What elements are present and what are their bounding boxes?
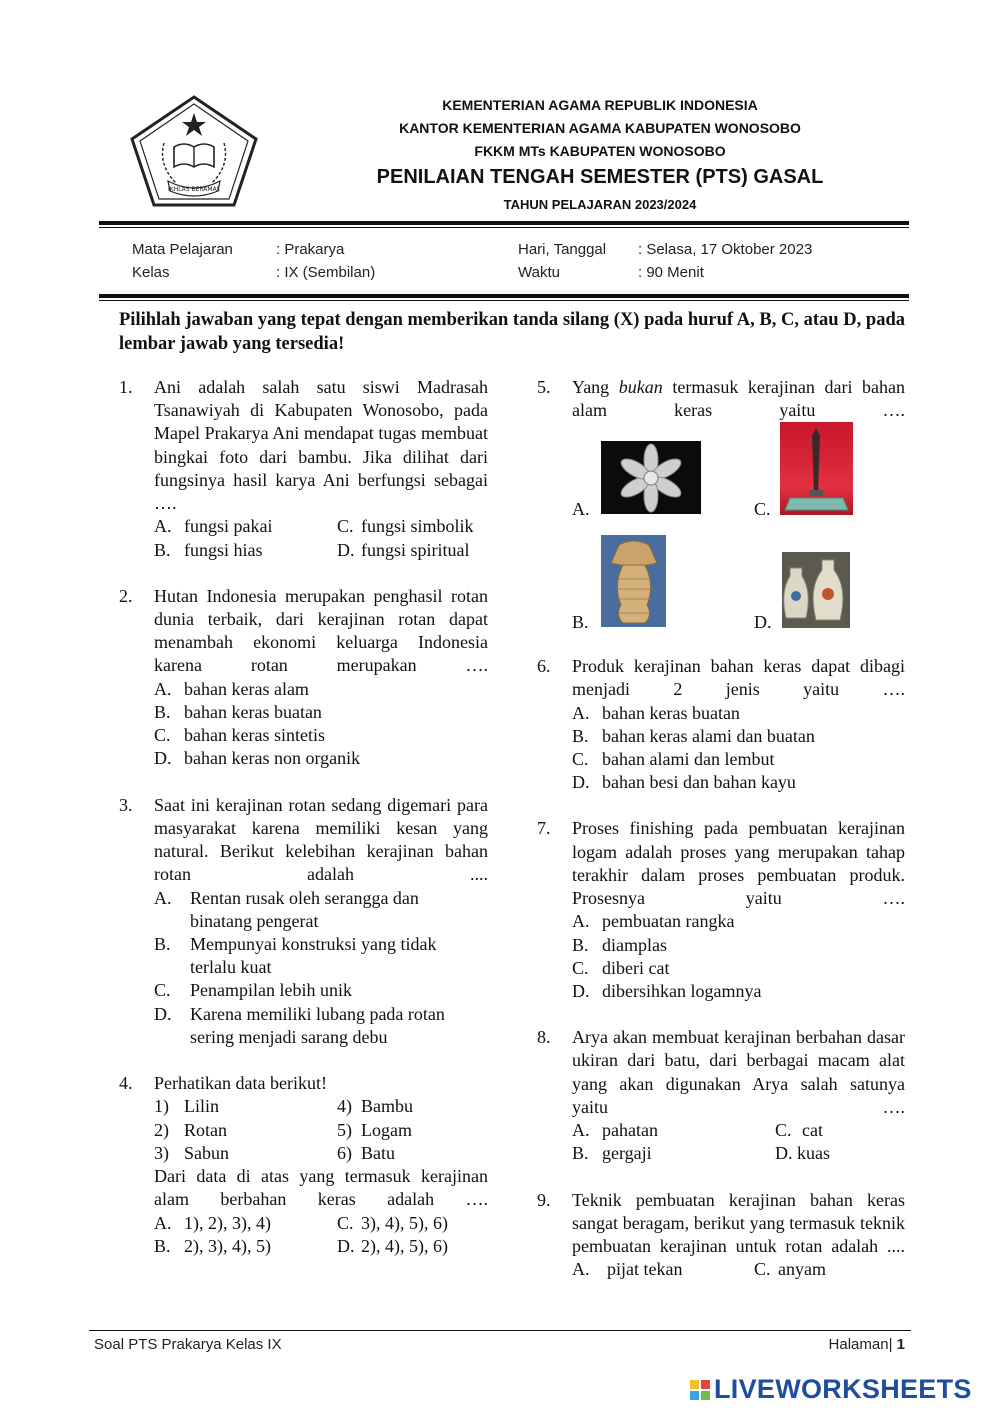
option-c[interactable]: C. bahan alami dan lembut xyxy=(572,749,775,770)
question-number: 3. xyxy=(119,794,133,815)
option-c[interactable]: C. diberi cat xyxy=(572,957,670,978)
option-b[interactable]: B. gergaji xyxy=(572,1143,652,1164)
question-number: 1. xyxy=(119,377,133,397)
question-number: 7. xyxy=(537,818,551,839)
question-stem: Saat ini kerajinan rotan sedang digemari para masyarakat karena memiliki kesan yang natural. Berikut kelebihan kerajinan bahan rotan adalah .... xyxy=(154,794,488,885)
footer-divider xyxy=(89,1330,911,1331)
glass-monument-photo[interactable] xyxy=(780,422,853,515)
date-label: Hari, Tanggal xyxy=(518,241,607,258)
ceramic-vases-photo[interactable] xyxy=(782,552,850,628)
question-stem: Ani adalah salah satu siswi Madrasah Tsanawiyah di Kabupaten Wonosobo, pada Mapel Prakarya Ani mendapat tugas membuat bingkai foto dari bambu. Jika dilihat dari fungsinya hasil karya Ani berfungsi sebagai …. xyxy=(154,377,488,514)
question-number: 4. xyxy=(119,1073,133,1094)
data-item: 5) Logam xyxy=(337,1119,412,1140)
question-number: 5. xyxy=(537,377,551,397)
option-b[interactable]: B. 2), 3), 4), 5) xyxy=(154,1235,271,1256)
lamp-craft-icon xyxy=(601,535,666,627)
meta-divider-thin xyxy=(99,300,909,301)
ministry-name: KEMENTERIAN AGAMA REPUBLIK INDONESIA xyxy=(442,97,758,113)
time-label: Waktu xyxy=(518,264,560,281)
monument-craft-icon xyxy=(780,422,853,515)
q5-option-b-label[interactable]: B. xyxy=(572,612,589,632)
question-3 xyxy=(119,794,488,1049)
question-1 xyxy=(119,376,488,562)
page-indicator: Halaman| 1 xyxy=(828,1336,905,1353)
question-number: 6. xyxy=(537,656,551,676)
footer-left: Soal PTS Prakarya Kelas IX xyxy=(94,1336,282,1353)
liveworksheets-icon xyxy=(690,1380,710,1400)
left-column xyxy=(119,376,488,1258)
option-c[interactable]: C. cat xyxy=(775,1120,823,1141)
metal-flower-photo[interactable] xyxy=(601,441,701,514)
option-a[interactable]: A. pijat tekan xyxy=(572,1259,683,1280)
option-c[interactable]: C. anyam xyxy=(754,1259,826,1280)
option-c[interactable]: C. Penampilan lebih unik xyxy=(154,980,352,1001)
office-name: KANTOR KEMENTERIAN AGAMA KABUPATEN WONOSOBO xyxy=(399,120,801,136)
date-value: : Selasa, 17 Oktober 2023 xyxy=(638,241,813,258)
option-a[interactable]: A. Rentan rusak oleh serangga dan binatang pengerat xyxy=(154,887,419,931)
option-d[interactable]: D. Karena memiliki lubang pada rotan sering menjadi sarang debu xyxy=(154,1003,445,1047)
question-stem: Proses finishing pada pembuatan kerajinan logam adalah proses yang merupakan tahap terakhir dalam proses pembuatan produk. Prosesnya yaitu …. xyxy=(572,818,905,909)
rattan-lamp-photo[interactable] xyxy=(601,535,666,627)
question-intro: Perhatikan data berikut! xyxy=(154,1073,327,1094)
option-b[interactable]: B. Mempunyai konstruksi yang tidak terlalu kuat xyxy=(154,934,437,978)
option-b[interactable]: B. diamplas xyxy=(572,934,667,955)
question-stem: Produk kerajinan bahan keras dapat dibagi menjadi 2 jenis yaitu …. xyxy=(572,656,905,700)
academic-year: TAHUN PELAJARAN 2023/2024 xyxy=(503,197,697,212)
flower-craft-icon xyxy=(601,441,701,514)
option-a[interactable]: A. pahatan xyxy=(572,1120,658,1141)
page-number: 1 xyxy=(896,1336,905,1353)
option-c[interactable]: C. 3), 4), 5), 6) xyxy=(337,1212,448,1233)
question-9 xyxy=(537,1189,905,1282)
data-item: 6) Batu xyxy=(337,1142,395,1163)
option-b[interactable]: B. bahan keras buatan xyxy=(154,702,322,723)
option-c[interactable]: C. bahan keras sintetis xyxy=(154,725,325,746)
question-number: 2. xyxy=(119,585,133,606)
question-stem: Dari data di atas yang termasuk kerajinan alam berbahan keras adalah …. xyxy=(154,1165,488,1210)
option-a[interactable]: A. pembuatan rangka xyxy=(572,911,735,932)
question-6 xyxy=(537,655,905,794)
question-7 xyxy=(537,817,905,1003)
option-d[interactable]: D. dibersihkan logamnya xyxy=(572,981,762,1002)
liveworksheets-wordmark: LIVEWORKSHEETS xyxy=(714,1374,972,1404)
subject-value: : Prakarya xyxy=(276,241,345,258)
option-d[interactable]: D. bahan keras non organik xyxy=(154,748,361,769)
question-4 xyxy=(119,1072,488,1258)
liveworksheets-logo[interactable] xyxy=(690,1374,972,1405)
question-stem: Teknik pembuatan kerajinan bahan keras sangat beragam, berikut yang termasuk teknik pembuatan kerajinan untuk rotan adalah .... xyxy=(572,1189,905,1257)
option-d[interactable]: D. bahan besi dan bahan kayu xyxy=(572,772,796,793)
instruction: Pilihlah jawaban yang tepat dengan memberikan tanda silang (X) pada huruf A, B, C, atau D, pada lembar jawab yang tersedia! xyxy=(119,310,905,354)
question-stem: Yang bukan termasuk kerajinan dari bahan alam keras yaitu …. xyxy=(572,377,906,421)
class-label: Kelas xyxy=(132,264,170,281)
exam-title: PENILAIAN TENGAH SEMESTER (PTS) GASAL xyxy=(376,166,824,188)
q5-option-a-label[interactable]: A. xyxy=(572,499,590,519)
option-d[interactable]: D. kuas xyxy=(775,1143,830,1164)
meta-divider xyxy=(99,294,909,298)
vases-craft-icon xyxy=(782,552,850,628)
option-d[interactable]: D. 2), 4), 5), 6) xyxy=(337,1235,448,1256)
ministry-emblem-icon xyxy=(130,95,258,207)
option-a[interactable]: A. bahan keras buatan xyxy=(572,702,740,723)
header-divider xyxy=(99,221,909,225)
question-2 xyxy=(119,585,488,771)
data-item: 2) Rotan xyxy=(154,1119,227,1140)
class-value: : IX (Sembilan) xyxy=(276,264,376,281)
data-item: 3) Sabun xyxy=(154,1142,229,1163)
question-number: 8. xyxy=(537,1027,551,1048)
forum-name: FKKM MTs KABUPATEN WONOSOBO xyxy=(474,143,726,159)
option-b[interactable]: B. bahan keras alami dan buatan xyxy=(572,725,815,746)
data-item: 4) Bambu xyxy=(337,1096,413,1117)
subject-label: Mata Pelajaran xyxy=(132,241,233,258)
option-a[interactable]: A. fungsi pakai xyxy=(154,516,273,537)
option-d[interactable]: D. fungsi spiritual xyxy=(337,539,470,560)
svg-text:IKHLAS BERAMAL: IKHLAS BERAMAL xyxy=(167,186,221,193)
time-value: : 90 Menit xyxy=(638,264,704,281)
option-b[interactable]: B. fungsi hias xyxy=(154,539,263,560)
q5-option-d-label[interactable]: D. xyxy=(754,612,772,632)
question-number: 9. xyxy=(537,1189,551,1210)
option-a[interactable]: A. 1), 2), 3), 4) xyxy=(154,1212,271,1233)
question-stem: Arya akan membuat kerajinan berbahan dasar ukiran dari batu, dari berbagai macam alat yang akan digunakan Arya salah satunya yaitu …. xyxy=(572,1027,905,1117)
option-c[interactable]: C. fungsi simbolik xyxy=(337,516,474,537)
data-item: 1) Lilin xyxy=(154,1096,219,1117)
option-a[interactable]: A. bahan keras alam xyxy=(154,678,309,699)
question-stem: Hutan Indonesia merupakan penghasil rotan dunia terbaik, dari kerajinan rotan dapat menambah ekonomi keluarga Indonesia karena rotan merupakan …. xyxy=(154,585,488,676)
q5-option-c-label[interactable]: C. xyxy=(754,499,771,519)
header-divider-thin xyxy=(99,227,909,228)
question-8 xyxy=(537,1026,905,1165)
